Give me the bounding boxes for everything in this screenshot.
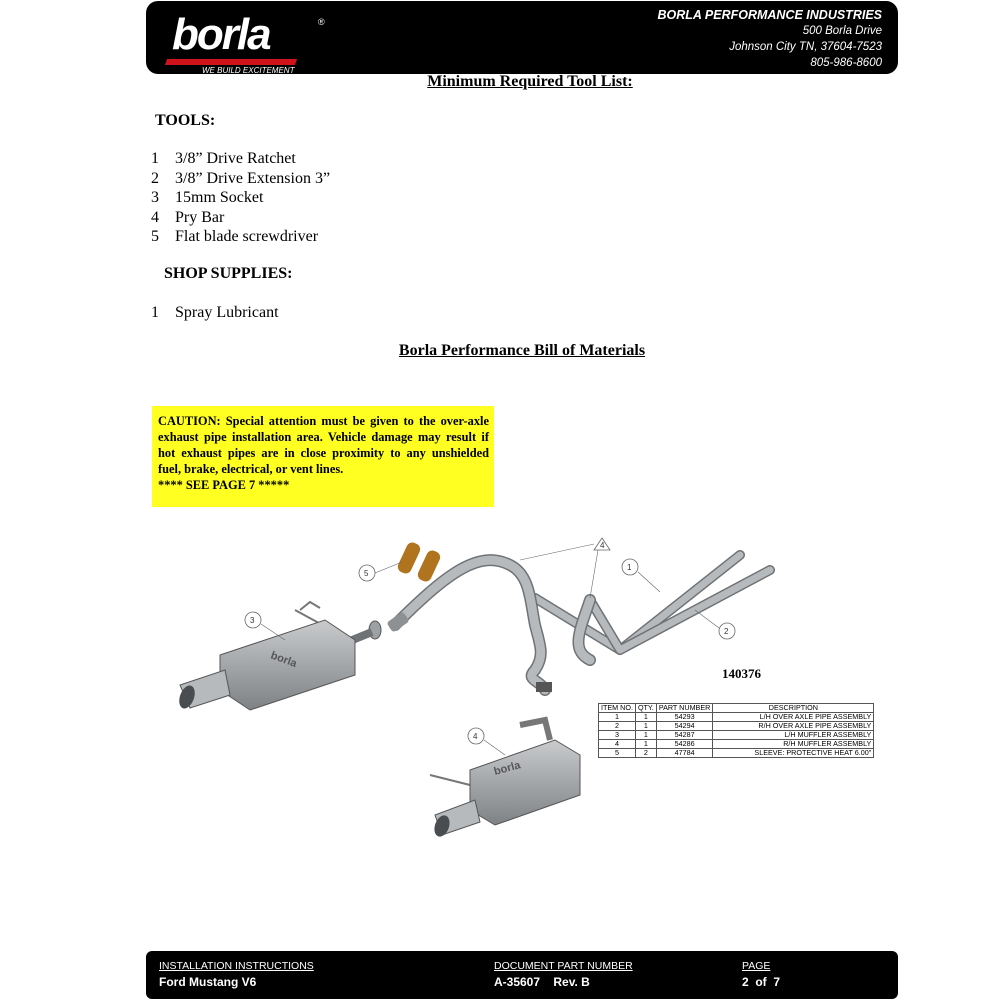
over-axle-pipes — [535, 555, 770, 650]
logo-tagline: WE BUILD EXCITEMENT — [202, 66, 295, 75]
callout-4 — [468, 728, 505, 755]
caution-box — [152, 406, 494, 507]
svg-text:1: 1 — [627, 563, 632, 572]
company-phone: 805-986-8600 — [810, 57, 882, 69]
company-address-line1: 500 Borla Drive — [802, 25, 882, 37]
pipe-outlet — [536, 682, 552, 692]
shop-supplies-list — [151, 303, 279, 323]
list-item: 1 3/8” Drive Ratchet — [151, 150, 296, 167]
kit-number: 140376 — [722, 666, 761, 681]
callout-3 — [245, 612, 285, 640]
list-item: 1 Spray Lubricant — [151, 304, 279, 321]
heat-sleeves — [396, 541, 442, 584]
company-info — [657, 7, 882, 71]
table-header-row: ITEM NO. QTY. PART NUMBER DESCRIPTION — [599, 704, 874, 713]
company-address-line2: Johnson City TN, 37604-7523 — [729, 41, 882, 53]
caution-see-page: **** SEE PAGE 7 ***** — [158, 478, 290, 492]
exhaust-system-diagram — [150, 530, 880, 870]
tools-list — [151, 149, 330, 247]
footer-instructions: INSTALLATION INSTRUCTIONS Ford Mustang V6 — [159, 960, 314, 989]
registered-mark: ® — [318, 17, 325, 27]
callout-2 — [695, 610, 735, 639]
list-item: 5 Flat blade screwdriver — [151, 228, 319, 245]
svg-text:4: 4 — [600, 541, 605, 550]
svg-text:2: 2 — [724, 627, 729, 636]
tool-list-title: Minimum Required Tool List: — [427, 73, 633, 90]
bom-table — [598, 703, 874, 758]
caution-text: Special attention must be given to the over-axle exhaust pipe installation area. Vehicle damage may result if hot exhaust pipes are in close proximity to any unshielded fuel, brake, electrical, or vent lines. — [158, 414, 489, 476]
list-item: 3 15mm Socket — [151, 189, 264, 206]
callout-5 — [359, 562, 402, 581]
header-bar — [146, 1, 898, 74]
table-row: 1 1 54293 L/H OVER AXLE PIPE ASSEMBLY — [599, 713, 874, 722]
svg-text:borla: borla — [492, 759, 522, 778]
caution-label: CAUTION: — [158, 414, 221, 428]
svg-text:4: 4 — [473, 732, 478, 741]
lh-muffler — [176, 602, 355, 711]
svg-text:borla: borla — [268, 649, 299, 671]
tools-heading: TOOLS: — [155, 112, 216, 129]
rh-muffler — [430, 720, 580, 839]
table-row: 4 1 54286 R/H MUFFLER ASSEMBLY — [599, 740, 874, 749]
table-row: 5 2 47784 SLEEVE: PROTECTIVE HEAT 6.00" — [599, 749, 874, 758]
footer-document-number: DOCUMENT PART NUMBER A-35607 Rev. B — [494, 960, 633, 989]
logo-red-stripe — [165, 59, 297, 65]
list-item: 4 Pry Bar — [151, 208, 225, 226]
company-name: BORLA PERFORMANCE INDUSTRIES — [657, 8, 882, 22]
table-row: 3 1 54287 L/H MUFFLER ASSEMBLY — [599, 731, 874, 740]
table-row: 2 1 54294 R/H OVER AXLE PIPE ASSEMBLY — [599, 722, 874, 731]
callout-1 — [622, 559, 660, 592]
logo-wordmark: borla — [172, 10, 270, 59]
svg-text:5: 5 — [364, 569, 369, 578]
shop-supplies-heading: SHOP SUPPLIES: — [164, 265, 293, 282]
svg-text:3: 3 — [250, 616, 255, 625]
footer-page: PAGE 2 of 7 — [742, 960, 781, 989]
list-item: 2 3/8” Drive Extension 3” — [151, 169, 331, 187]
borla-logo — [166, 9, 326, 73]
bom-title: Borla Performance Bill of Materials — [398, 342, 646, 359]
footer-bar — [146, 951, 898, 999]
